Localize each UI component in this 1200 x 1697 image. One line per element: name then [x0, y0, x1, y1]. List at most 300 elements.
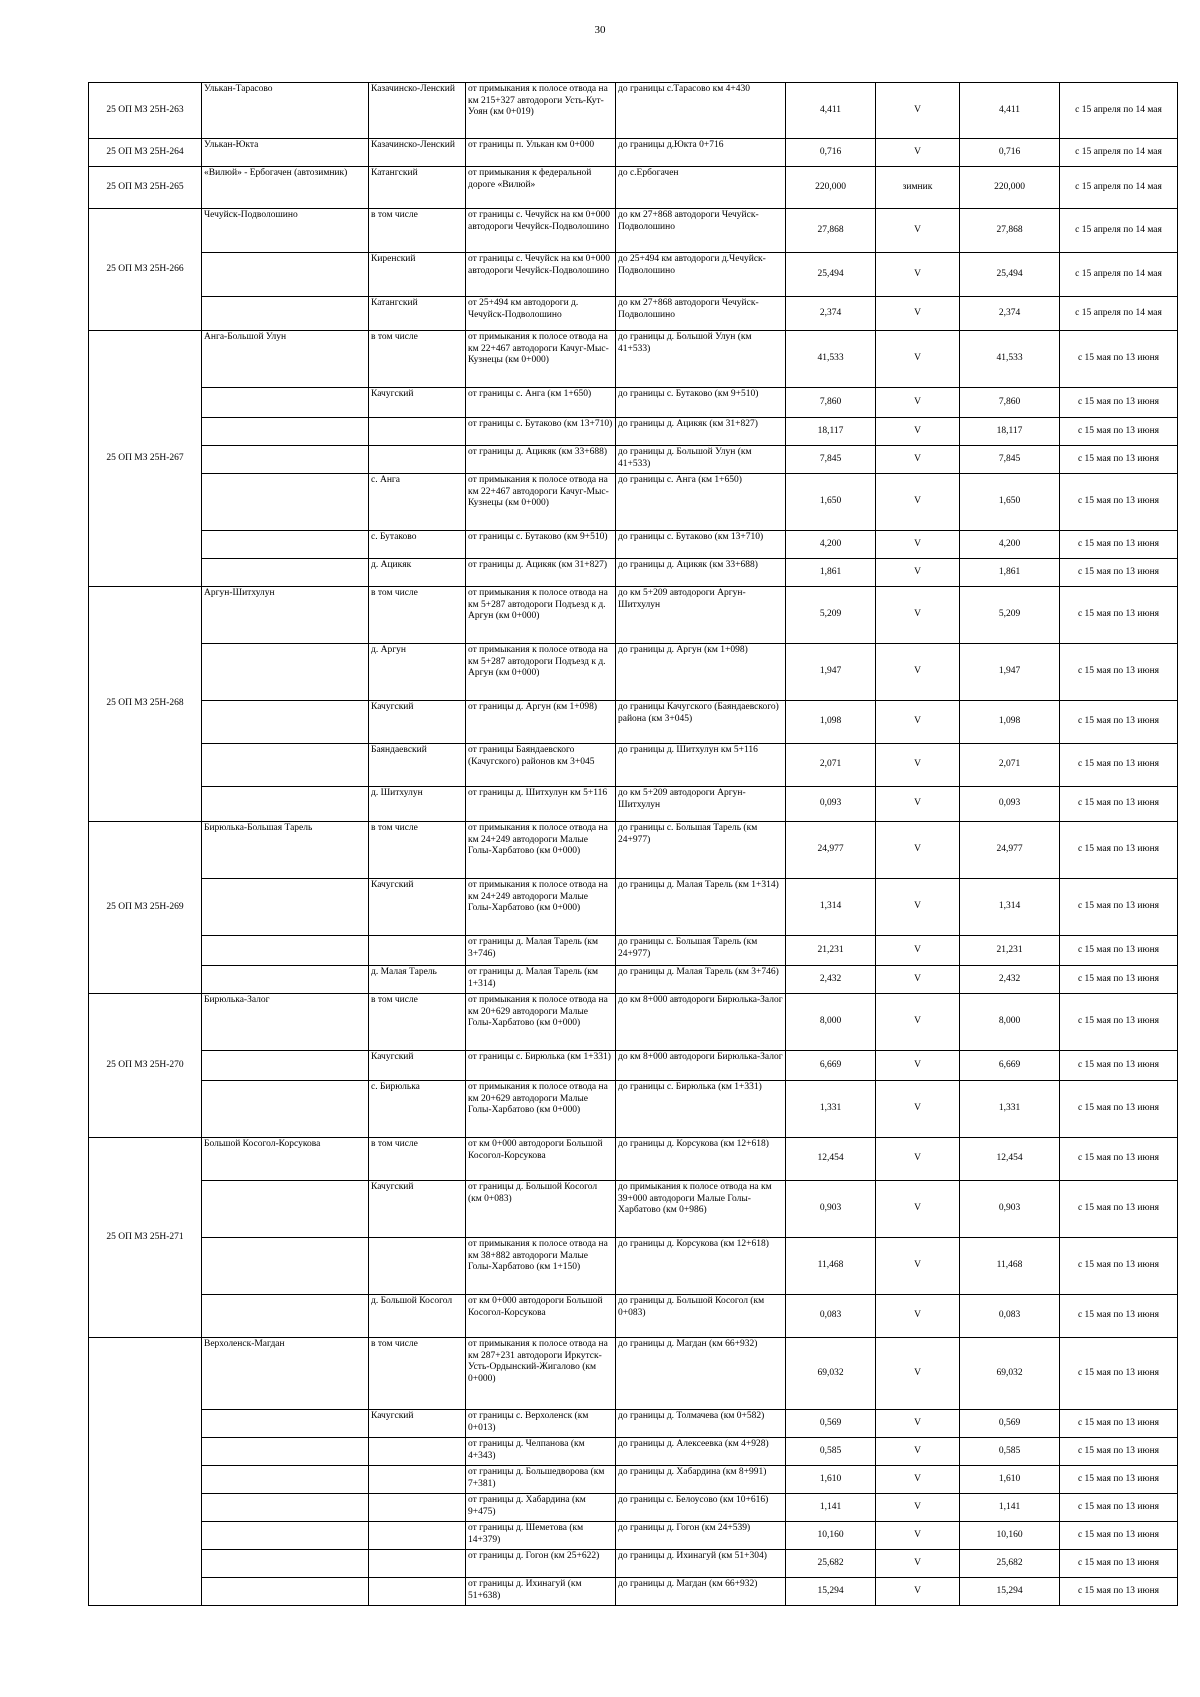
cell-district	[369, 1438, 466, 1466]
cell-name	[202, 879, 369, 936]
cell-category: V	[876, 1578, 960, 1606]
table-row	[89, 559, 1178, 587]
cell-district: с. Анга	[369, 474, 466, 531]
cell-period: с 15 мая по 13 июня	[1060, 966, 1178, 994]
cell-from: от границы с. Чечуйск на км 0+000 автодороги Чечуйск-Подволошино	[466, 209, 616, 253]
cell-district: Качугский	[369, 1051, 466, 1081]
table-row	[89, 644, 1178, 701]
cell-road-id: 25 ОП МЗ 25Н-267	[89, 331, 202, 587]
cell-from: от границы д. Шеметова (км 14+379)	[466, 1522, 616, 1550]
cell-district: д. Большой Косогол	[369, 1295, 466, 1338]
cell-restricted-length: 0,716	[960, 139, 1060, 167]
cell-restricted-length: 6,669	[960, 1051, 1060, 1081]
table-row	[89, 1081, 1178, 1138]
cell-restricted-length: 1,331	[960, 1081, 1060, 1138]
cell-category: зимник	[876, 167, 960, 209]
cell-length: 11,468	[786, 1238, 876, 1295]
cell-from: от примыкания к полосе отвода на км 5+287 автодороги Подъезд к д. Аргун (км 0+000)	[466, 644, 616, 701]
table-row	[89, 253, 1178, 297]
cell-category: V	[876, 418, 960, 446]
cell-category: V	[876, 1081, 960, 1138]
cell-category: V	[876, 209, 960, 253]
table-row	[89, 1438, 1178, 1466]
cell-name	[202, 388, 369, 418]
cell-period: с 15 мая по 13 июня	[1060, 446, 1178, 474]
table-row	[89, 1295, 1178, 1338]
table-row	[89, 388, 1178, 418]
cell-district	[369, 1578, 466, 1606]
cell-name: Улькан-Тарасово	[202, 83, 369, 139]
cell-restricted-length: 24,977	[960, 822, 1060, 879]
cell-period: с 15 мая по 13 июня	[1060, 644, 1178, 701]
cell-length: 0,083	[786, 1295, 876, 1338]
cell-district: в том числе	[369, 331, 466, 388]
cell-from: от границы д. Ихинагуй (км 51+638)	[466, 1578, 616, 1606]
cell-from: от примыкания к полосе отвода на км 287+231 автодороги Иркутск-Усть-Ордынский-Жигалово (км 0+000)	[466, 1338, 616, 1410]
table-row	[89, 1578, 1178, 1606]
cell-length: 7,845	[786, 446, 876, 474]
table-row	[89, 474, 1178, 531]
cell-name	[202, 701, 369, 744]
cell-to: до границы с. Белоусово (км 10+616)	[616, 1494, 786, 1522]
cell-category: V	[876, 83, 960, 139]
cell-name	[202, 744, 369, 787]
cell-period: с 15 мая по 13 июня	[1060, 744, 1178, 787]
table-row	[89, 879, 1178, 936]
cell-district: Баяндаевский	[369, 744, 466, 787]
cell-restricted-length: 7,860	[960, 388, 1060, 418]
cell-restricted-length: 12,454	[960, 1138, 1060, 1181]
cell-from: от границы д. Хабардина (км 9+475)	[466, 1494, 616, 1522]
cell-road-id: 25 ОП МЗ 25Н-268	[89, 587, 202, 822]
cell-restricted-length: 5,209	[960, 587, 1060, 644]
cell-to: до границы д. Магдан (км 66+932)	[616, 1338, 786, 1410]
cell-to: до границы д. Большой Улун (км 41+533)	[616, 331, 786, 388]
cell-category: V	[876, 1550, 960, 1578]
cell-length: 1,141	[786, 1494, 876, 1522]
cell-name	[202, 1051, 369, 1081]
table-row	[89, 1494, 1178, 1522]
cell-from: от границы Баяндаевского (Качугского) районов км 3+045	[466, 744, 616, 787]
cell-restricted-length: 4,200	[960, 531, 1060, 559]
table-row	[89, 1051, 1178, 1081]
cell-name	[202, 1466, 369, 1494]
cell-road-id: 25 ОП МЗ 25Н-269	[89, 822, 202, 994]
cell-period: с 15 мая по 13 июня	[1060, 1410, 1178, 1438]
cell-length: 1,861	[786, 559, 876, 587]
cell-district: в том числе	[369, 1138, 466, 1181]
cell-district	[369, 418, 466, 446]
cell-category: V	[876, 879, 960, 936]
cell-to: до границы д. Ихинагуй (км 51+304)	[616, 1550, 786, 1578]
cell-length: 1,610	[786, 1466, 876, 1494]
cell-period: с 15 апреля по 14 мая	[1060, 139, 1178, 167]
table-row	[89, 1138, 1178, 1181]
cell-length: 2,432	[786, 966, 876, 994]
cell-to: до границы Качугского (Баяндаевского) района (км 3+045)	[616, 701, 786, 744]
cell-district: д. Малая Тарель	[369, 966, 466, 994]
cell-length: 0,093	[786, 787, 876, 822]
cell-from: от примыкания к полосе отвода на км 20+629 автодороги Малые Голы-Харбатово (км 0+000)	[466, 994, 616, 1051]
cell-restricted-length: 18,117	[960, 418, 1060, 446]
cell-from: от границы д. Шитхулун км 5+116	[466, 787, 616, 822]
cell-from: от границы д. Большой Косогол (км 0+083)	[466, 1181, 616, 1238]
cell-period: с 15 мая по 13 июня	[1060, 1181, 1178, 1238]
cell-period: с 15 мая по 13 июня	[1060, 418, 1178, 446]
cell-length: 220,000	[786, 167, 876, 209]
cell-from: от примыкания к полосе отвода на км 24+249 автодороги Малые Голы-Харбатово (км 0+000)	[466, 822, 616, 879]
cell-road-id: 25 ОП МЗ 25Н-264	[89, 139, 202, 167]
cell-name	[202, 1295, 369, 1338]
cell-to: до примыкания к полосе отвода на км 39+000 автодороги Малые Голы-Харбатово (км 0+986)	[616, 1181, 786, 1238]
cell-category: V	[876, 1295, 960, 1338]
cell-category: V	[876, 1051, 960, 1081]
cell-length: 21,231	[786, 936, 876, 966]
cell-to: до границы д. Хабардина (км 8+991)	[616, 1466, 786, 1494]
cell-district: Киренский	[369, 253, 466, 297]
cell-period: с 15 апреля по 14 мая	[1060, 209, 1178, 253]
cell-length: 0,716	[786, 139, 876, 167]
cell-name	[202, 297, 369, 331]
cell-length: 1,650	[786, 474, 876, 531]
cell-name	[202, 559, 369, 587]
table-row	[89, 139, 1178, 167]
cell-length: 15,294	[786, 1578, 876, 1606]
cell-to: до км 8+000 автодороги Бирюлька-Залог	[616, 994, 786, 1051]
cell-to: до границы д. Большой Косогол (км 0+083)	[616, 1295, 786, 1338]
table-row	[89, 587, 1178, 644]
cell-restricted-length: 10,160	[960, 1522, 1060, 1550]
cell-to: до границы д. Шитхулун км 5+116	[616, 744, 786, 787]
cell-district: Качугский	[369, 1410, 466, 1438]
table-body	[89, 83, 1178, 1606]
cell-district: Катангский	[369, 297, 466, 331]
cell-to: до границы с. Бутаково (км 13+710)	[616, 531, 786, 559]
cell-restricted-length: 1,861	[960, 559, 1060, 587]
cell-restricted-length: 69,032	[960, 1338, 1060, 1410]
cell-category: V	[876, 446, 960, 474]
cell-name: Аргун-Шитхулун	[202, 587, 369, 644]
cell-road-id: 25 ОП МЗ 25Н-270	[89, 994, 202, 1138]
cell-category: V	[876, 936, 960, 966]
cell-period: с 15 мая по 13 июня	[1060, 331, 1178, 388]
cell-to: до границы д. Магдан (км 66+932)	[616, 1578, 786, 1606]
cell-restricted-length: 11,468	[960, 1238, 1060, 1295]
cell-district: Качугский	[369, 701, 466, 744]
cell-district: в том числе	[369, 1338, 466, 1410]
cell-to: до границы д. Малая Тарель (км 1+314)	[616, 879, 786, 936]
cell-restricted-length: 0,903	[960, 1181, 1060, 1238]
cell-name	[202, 1578, 369, 1606]
cell-district	[369, 1522, 466, 1550]
cell-length: 0,569	[786, 1410, 876, 1438]
cell-from: от км 0+000 автодороги Большой Косогол-Корсукова	[466, 1138, 616, 1181]
cell-restricted-length: 7,845	[960, 446, 1060, 474]
cell-restricted-length: 1,947	[960, 644, 1060, 701]
cell-from: от примыкания к полосе отвода на км 22+467 автодороги Качуг-Мыс-Кузнецы (км 0+000)	[466, 331, 616, 388]
cell-period: с 15 апреля по 14 мая	[1060, 253, 1178, 297]
cell-name: Улькан-Юкта	[202, 139, 369, 167]
cell-district: д. Аргун	[369, 644, 466, 701]
cell-from: от примыкания к полосе отвода на км 5+287 автодороги Подъезд к д. Аргун (км 0+000)	[466, 587, 616, 644]
cell-from: от границы с. Анга (км 1+650)	[466, 388, 616, 418]
cell-district: Казачинско-Ленский	[369, 139, 466, 167]
cell-to: до границы с. Бирюлька (км 1+331)	[616, 1081, 786, 1138]
cell-district: в том числе	[369, 822, 466, 879]
cell-restricted-length: 1,098	[960, 701, 1060, 744]
cell-district: Казачинско-Ленский	[369, 83, 466, 139]
cell-length: 18,117	[786, 418, 876, 446]
cell-category: V	[876, 1238, 960, 1295]
cell-length: 5,209	[786, 587, 876, 644]
cell-length: 6,669	[786, 1051, 876, 1081]
cell-length: 69,032	[786, 1338, 876, 1410]
cell-category: V	[876, 474, 960, 531]
cell-category: V	[876, 253, 960, 297]
table-row	[89, 446, 1178, 474]
cell-length: 27,868	[786, 209, 876, 253]
table-row	[89, 167, 1178, 209]
cell-category: V	[876, 388, 960, 418]
cell-category: V	[876, 587, 960, 644]
cell-from: от примыкания к федеральной дороге «Вилюй»	[466, 167, 616, 209]
table-row	[89, 966, 1178, 994]
cell-to: до 25+494 км автодороги д.Чечуйск-Подволошино	[616, 253, 786, 297]
cell-name	[202, 1522, 369, 1550]
cell-category: V	[876, 1494, 960, 1522]
cell-from: от границы д. Малая Тарель (км 1+314)	[466, 966, 616, 994]
cell-to: до с.Ербогачен	[616, 167, 786, 209]
cell-to: до границы д. Алексеевка (км 4+928)	[616, 1438, 786, 1466]
cell-restricted-length: 25,494	[960, 253, 1060, 297]
cell-name	[202, 1438, 369, 1466]
cell-category: V	[876, 744, 960, 787]
cell-to: до границы с.Тарасово км 4+430	[616, 83, 786, 139]
cell-category: V	[876, 701, 960, 744]
cell-name	[202, 787, 369, 822]
cell-name: Верхоленск-Магдан	[202, 1338, 369, 1410]
cell-period: с 15 мая по 13 июня	[1060, 1522, 1178, 1550]
cell-from: от границы с. Чечуйск на км 0+000 автодороги Чечуйск-Подволошино	[466, 253, 616, 297]
cell-length: 12,454	[786, 1138, 876, 1181]
cell-from: от границы с. Бутаково (км 9+510)	[466, 531, 616, 559]
cell-district	[369, 936, 466, 966]
cell-restricted-length: 25,682	[960, 1550, 1060, 1578]
cell-restricted-length: 8,000	[960, 994, 1060, 1051]
cell-category: V	[876, 331, 960, 388]
cell-restricted-length: 0,569	[960, 1410, 1060, 1438]
cell-name	[202, 1181, 369, 1238]
table-row	[89, 83, 1178, 139]
cell-name: Бирюлька-Большая Тарель	[202, 822, 369, 879]
cell-name	[202, 644, 369, 701]
page-number: 30	[594, 24, 606, 36]
cell-district: Качугский	[369, 388, 466, 418]
cell-category: V	[876, 1522, 960, 1550]
cell-district: Катангский	[369, 167, 466, 209]
cell-to: до км 27+868 автодороги Чечуйск-Подволошино	[616, 209, 786, 253]
cell-road-id	[89, 1338, 202, 1606]
cell-period: с 15 мая по 13 июня	[1060, 1550, 1178, 1578]
cell-category: V	[876, 787, 960, 822]
cell-district	[369, 1238, 466, 1295]
cell-district: д. Ацикяк	[369, 559, 466, 587]
cell-district	[369, 1466, 466, 1494]
cell-road-id: 25 ОП МЗ 25Н-266	[89, 209, 202, 331]
cell-category: V	[876, 1138, 960, 1181]
cell-length: 4,411	[786, 83, 876, 139]
cell-restricted-length: 1,610	[960, 1466, 1060, 1494]
cell-category: V	[876, 822, 960, 879]
cell-from: от границы д. Аргун (км 1+098)	[466, 701, 616, 744]
cell-to: до границы д. Толмачева (км 0+582)	[616, 1410, 786, 1438]
cell-road-id: 25 ОП МЗ 25Н-271	[89, 1138, 202, 1338]
cell-district	[369, 1494, 466, 1522]
cell-category: V	[876, 644, 960, 701]
cell-period: с 15 мая по 13 июня	[1060, 1295, 1178, 1338]
cell-from: от границы д. Гогон (км 25+622)	[466, 1550, 616, 1578]
cell-length: 41,533	[786, 331, 876, 388]
cell-to: до границы д.Юкта 0+716	[616, 139, 786, 167]
cell-period: с 15 мая по 13 июня	[1060, 1238, 1178, 1295]
table-row	[89, 787, 1178, 822]
cell-restricted-length: 41,533	[960, 331, 1060, 388]
cell-length: 7,860	[786, 388, 876, 418]
cell-to: до границы д. Корсукова (км 12+618)	[616, 1238, 786, 1295]
cell-restricted-length: 21,231	[960, 936, 1060, 966]
cell-restricted-length: 0,585	[960, 1438, 1060, 1466]
cell-from: от границы с. Бутаково (км 13+710)	[466, 418, 616, 446]
cell-restricted-length: 1,141	[960, 1494, 1060, 1522]
cell-district: в том числе	[369, 209, 466, 253]
cell-from: от км 0+000 автодороги Большой Косогол-Корсукова	[466, 1295, 616, 1338]
cell-restricted-length: 15,294	[960, 1578, 1060, 1606]
cell-restricted-length: 0,093	[960, 787, 1060, 822]
cell-from: от границы д. Большедворова (км 7+381)	[466, 1466, 616, 1494]
table-row	[89, 744, 1178, 787]
cell-name	[202, 1081, 369, 1138]
cell-length: 24,977	[786, 822, 876, 879]
cell-district: Качугский	[369, 1181, 466, 1238]
cell-from: от границы с. Бирюлька (км 1+331)	[466, 1051, 616, 1081]
cell-name: Чечуйск-Подволошино	[202, 209, 369, 253]
cell-period: с 15 мая по 13 июня	[1060, 1438, 1178, 1466]
cell-length: 25,682	[786, 1550, 876, 1578]
cell-category: V	[876, 1438, 960, 1466]
cell-restricted-length: 1,650	[960, 474, 1060, 531]
cell-restricted-length: 1,314	[960, 879, 1060, 936]
cell-name: Бирюлька-Залог	[202, 994, 369, 1051]
cell-length: 4,200	[786, 531, 876, 559]
road-restrictions-table	[88, 82, 1178, 1606]
table-row	[89, 994, 1178, 1051]
cell-period: с 15 мая по 13 июня	[1060, 388, 1178, 418]
cell-name	[202, 474, 369, 531]
cell-length: 8,000	[786, 994, 876, 1051]
cell-category: V	[876, 1338, 960, 1410]
table-row	[89, 1466, 1178, 1494]
cell-name	[202, 531, 369, 559]
cell-name	[202, 1494, 369, 1522]
cell-name	[202, 966, 369, 994]
table-row	[89, 1410, 1178, 1438]
cell-period: с 15 мая по 13 июня	[1060, 1578, 1178, 1606]
cell-length: 1,331	[786, 1081, 876, 1138]
cell-length: 10,160	[786, 1522, 876, 1550]
cell-period: с 15 мая по 13 июня	[1060, 787, 1178, 822]
cell-period: с 15 мая по 13 июня	[1060, 587, 1178, 644]
cell-restricted-length: 220,000	[960, 167, 1060, 209]
table-row	[89, 1338, 1178, 1410]
cell-length: 1,947	[786, 644, 876, 701]
cell-to: до границы с. Анга (км 1+650)	[616, 474, 786, 531]
cell-district: Качугский	[369, 879, 466, 936]
cell-period: с 15 апреля по 14 мая	[1060, 167, 1178, 209]
table-row	[89, 297, 1178, 331]
table-row	[89, 936, 1178, 966]
table-row	[89, 209, 1178, 253]
cell-category: V	[876, 297, 960, 331]
cell-period: с 15 мая по 13 июня	[1060, 822, 1178, 879]
cell-to: до границы д. Ацикяк (км 33+688)	[616, 559, 786, 587]
cell-name: Анга-Большой Улун	[202, 331, 369, 388]
cell-to: до границы с. Большая Тарель (км 24+977)	[616, 936, 786, 966]
cell-period: с 15 апреля по 14 мая	[1060, 83, 1178, 139]
cell-from: от примыкания к полосе отвода на км 38+882 автодороги Малые Голы-Харбатово (км 1+150)	[466, 1238, 616, 1295]
cell-length: 1,098	[786, 701, 876, 744]
cell-to: до границы д. Аргун (км 1+098)	[616, 644, 786, 701]
cell-name	[202, 1550, 369, 1578]
cell-to: до км 27+868 автодороги Чечуйск-Подволошино	[616, 297, 786, 331]
cell-to: до границы д. Корсукова (км 12+618)	[616, 1138, 786, 1181]
cell-to: до границы с. Бутаково (км 9+510)	[616, 388, 786, 418]
table-row	[89, 331, 1178, 388]
table-row	[89, 1550, 1178, 1578]
cell-to: до границы д. Малая Тарель (км 3+746)	[616, 966, 786, 994]
cell-restricted-length: 27,868	[960, 209, 1060, 253]
cell-district	[369, 446, 466, 474]
cell-name	[202, 418, 369, 446]
cell-length: 25,494	[786, 253, 876, 297]
cell-period: с 15 мая по 13 июня	[1060, 1338, 1178, 1410]
cell-from: от границы п. Улькан км 0+000	[466, 139, 616, 167]
cell-from: от 25+494 км автодороги д. Чечуйск-Подволошино	[466, 297, 616, 331]
cell-length: 1,314	[786, 879, 876, 936]
cell-restricted-length: 0,083	[960, 1295, 1060, 1338]
cell-from: от границы д. Малая Тарель (км 3+746)	[466, 936, 616, 966]
cell-length: 2,071	[786, 744, 876, 787]
cell-period: с 15 мая по 13 июня	[1060, 701, 1178, 744]
cell-to: до км 8+000 автодороги Бирюлька-Залог	[616, 1051, 786, 1081]
cell-period: с 15 мая по 13 июня	[1060, 474, 1178, 531]
cell-restricted-length: 4,411	[960, 83, 1060, 139]
cell-district: д. Шитхулун	[369, 787, 466, 822]
cell-to: до границы с. Большая Тарель (км 24+977)	[616, 822, 786, 879]
cell-to: до границы д. Большой Улун (км 41+533)	[616, 446, 786, 474]
cell-district: с. Бирюлька	[369, 1081, 466, 1138]
cell-name	[202, 936, 369, 966]
cell-from: от границы д. Ацикяк (км 31+827)	[466, 559, 616, 587]
cell-to: до границы д. Гогон (км 24+539)	[616, 1522, 786, 1550]
cell-category: V	[876, 966, 960, 994]
cell-road-id: 25 ОП МЗ 25Н-263	[89, 83, 202, 139]
table-row	[89, 1522, 1178, 1550]
cell-road-id: 25 ОП МЗ 25Н-265	[89, 167, 202, 209]
cell-category: V	[876, 139, 960, 167]
table-row	[89, 701, 1178, 744]
cell-from: от примыкания к полосе отвода на км 215+327 автодороги Усть-Кут-Уоян (км 0+019)	[466, 83, 616, 139]
cell-period: с 15 апреля по 14 мая	[1060, 297, 1178, 331]
